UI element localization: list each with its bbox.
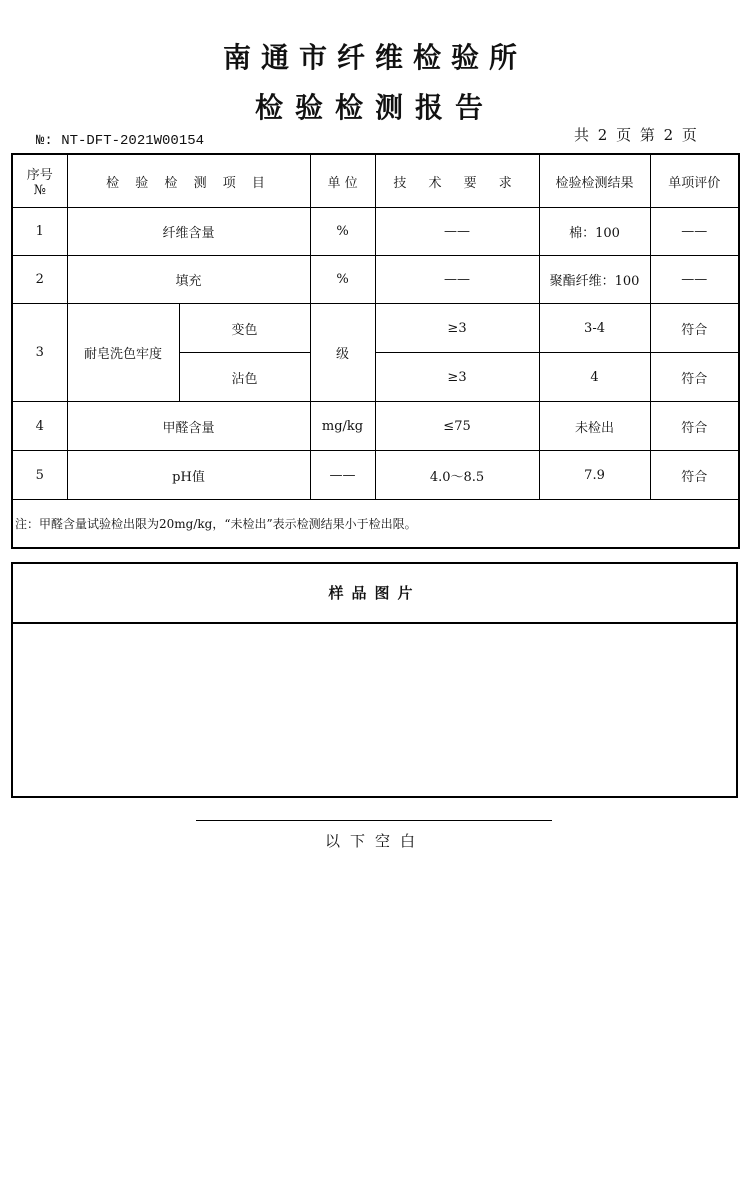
row-evaluation: 符合 (650, 304, 739, 353)
row-result: 棉：100 (539, 208, 650, 256)
results-table (11, 153, 740, 549)
row-item: pH值 (67, 451, 310, 500)
row-item: 纤维含量 (67, 208, 310, 256)
row-requirement: ≥3 (375, 353, 539, 402)
row-item: 填充 (67, 256, 310, 304)
table-row (12, 208, 739, 256)
row-evaluation: 符合 (650, 353, 739, 402)
row-subitem: 变色 (179, 304, 310, 353)
header-seq-label: 序号 (26, 168, 53, 183)
table-note: 注：甲醛含量试验检出限为20mg/kg，“未检出”表示检测结果小于检出限。 (12, 500, 739, 548)
row-evaluation: —— (650, 208, 739, 256)
row-result: 7.9 (539, 451, 650, 500)
header-item: 检 验 检 测 项 目 (67, 154, 310, 208)
row-no: 5 (12, 451, 67, 500)
row-no: 3 (12, 304, 67, 402)
header-requirement: 技 术 要 求 (375, 154, 539, 208)
table-row (12, 256, 739, 304)
row-requirement: 4.0～8.5 (375, 451, 539, 500)
row-unit: 级 (310, 304, 375, 402)
row-result: 3-4 (539, 304, 650, 353)
row-result: 未检出 (539, 402, 650, 451)
row-unit: % (310, 256, 375, 304)
row-evaluation: 符合 (650, 402, 739, 451)
row-unit: mg/kg (310, 402, 375, 451)
row-result: 4 (539, 353, 650, 402)
header-unit: 单 位 (310, 154, 375, 208)
row-unit: % (310, 208, 375, 256)
table-header-row (12, 154, 739, 208)
row-item: 甲醛含量 (67, 402, 310, 451)
note-row (12, 500, 739, 548)
sample-photo-title: 样品图片 (13, 564, 736, 624)
row-no: 4 (12, 402, 67, 451)
organization-name: 南通市纤维检验所 (222, 41, 527, 74)
row-no: 1 (12, 208, 67, 256)
row-result: 聚酯纤维：100 (539, 256, 650, 304)
row-item: 耐皂洗色牢度 (67, 304, 179, 402)
row-unit: —— (310, 451, 375, 500)
row-requirement: —— (375, 256, 539, 304)
row-evaluation: 符合 (650, 451, 739, 500)
report-title: 检验检测报告 (254, 91, 495, 124)
header-seq (12, 154, 67, 208)
sample-photo-section (11, 562, 738, 798)
row-subitem: 沾色 (179, 353, 310, 402)
table-row (12, 304, 739, 353)
table-row (12, 451, 739, 500)
row-evaluation: —— (650, 256, 739, 304)
table-row (12, 402, 739, 451)
end-divider (196, 820, 552, 821)
row-requirement: ≤75 (375, 402, 539, 451)
header-evaluation: 单项评价 (650, 154, 739, 208)
page-info: 共 2 页 第 2 页 (574, 126, 699, 144)
header-seq-sub: № (33, 183, 46, 198)
report-number: №: NT-DFT-2021W00154 (36, 133, 205, 149)
header-result: 检验检测结果 (539, 154, 650, 208)
row-no: 2 (12, 256, 67, 304)
row-requirement: ≥3 (375, 304, 539, 353)
blank-below-text: 以下空白 (324, 832, 425, 850)
row-requirement: —— (375, 208, 539, 256)
